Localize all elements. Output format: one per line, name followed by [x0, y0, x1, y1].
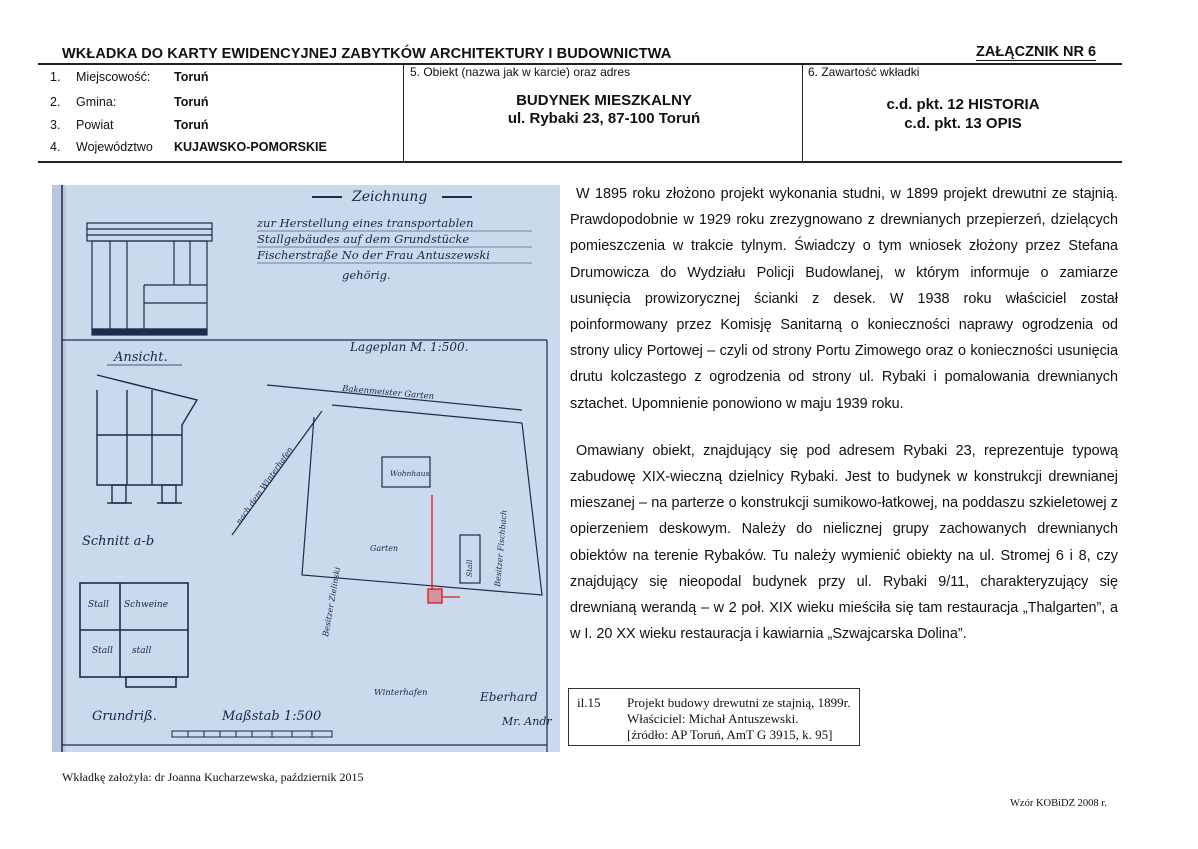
- signature-second-line: Mr. Andr: [502, 715, 552, 728]
- stall-label: Stall: [465, 559, 474, 577]
- drawing-title-line2: zur Herstellung eines transportablen: [257, 216, 474, 230]
- contents-heading: 6. Zawartość wkładki: [808, 65, 920, 79]
- site-plan-label: Lageplan M. 1:500.: [350, 340, 469, 354]
- room-label-2: Schweine: [124, 600, 169, 610]
- drawing-title-line4: Fischerstraße No der Frau Antuszewski: [257, 248, 490, 262]
- footer-author: Wkładkę założyła: dr Joanna Kucharzewska, październik 2015: [62, 770, 364, 784]
- field-locality: 1. Miejscowość: Toruń: [50, 70, 209, 84]
- neighbor-left-label: Besitzer Zielinski: [321, 566, 343, 638]
- figure-caption: [568, 688, 860, 746]
- object-name: BUDYNEK MIESZKALNY: [516, 92, 692, 109]
- paragraph-description: Omawiany obiekt, znajdujący się pod adresem Rybaki 23, reprezentuje typową zabudowę XIX-wieczną dzielnicy Rybaki. Jest to budynek w konstrukcji drewnianej mieszanej – na parterze o konstrukcji sumikowo-łatkowej, na poddaszu szkieletowej z opierzeniem deskowym. Należy do nielicznej grupy zachowanych drewnianych obiektów na terenie Rybaków. Tu należy wymienić obiekty na ul. Stromej 6 i 8, czy znajdujący się nieopodal budynek przy ul. Rybaki 9/11, charakteryzujący się drewnianą werandą – w 2 poł. XIX wieku mieściła się tam restauracja „Thalgarten”, a w I. 20 XX wieku restauracja i kawiarnia „Szwajcarska Dolina”.: [570, 442, 1118, 643]
- caption-id: il.15: [577, 695, 601, 710]
- object-address: ul. Rybaki 23, 87-100 Toruń: [507, 110, 701, 127]
- field-district: 3. Powiat Toruń: [50, 118, 209, 132]
- street-top-label: Bakenmeister Garten: [341, 384, 435, 403]
- drawing-title: Zeichnung: [352, 189, 428, 205]
- room-label-1: Stall: [88, 600, 109, 610]
- street-bottom-label: Winterhafen: [374, 688, 428, 698]
- section-label: Schnitt a-b: [82, 534, 155, 549]
- room-label-3: Stall: [92, 646, 113, 656]
- object-heading: 5. Obiekt (nazwa jak w karcie) oraz adres: [410, 65, 631, 79]
- field-locality-value: Toruń: [174, 70, 209, 84]
- historic-drawing-svg: [52, 185, 560, 752]
- drawing-title-line5: gehörig.: [342, 268, 391, 282]
- field-voivodeship-value: KUJAWSKO-POMORSKIE: [174, 140, 327, 154]
- header-bottom-rule: [38, 161, 1122, 163]
- caption-line-2: Właściciel: Michał Antuszewski.: [627, 711, 799, 726]
- street-left-label: nach dem Winterhafen: [234, 445, 295, 527]
- drawing-title-line3: Stallgebäudes auf dem Grundstücke: [257, 232, 470, 246]
- caption-line-1: Projekt budowy drewutni ze stajnią, 1899r.: [627, 695, 851, 710]
- field-commune: 2. Gmina: Toruń: [50, 95, 209, 109]
- house-label: Wohnhaus: [390, 469, 430, 478]
- contents-block: [804, 95, 1122, 133]
- field-voivodeship: 4. Województwo KUJAWSKO-POMORSKIE: [50, 140, 327, 154]
- page-header-title: WKŁADKA DO KARTY EWIDENCYJNEJ ZABYTKÓW ARCHITEKTURY I BUDOWNICTWA: [62, 46, 672, 62]
- field-district-value: Toruń: [174, 118, 209, 132]
- annex-text: ZAŁĄCZNIK NR 6: [976, 44, 1097, 60]
- header-divider-2: [802, 63, 803, 161]
- field-commune-value: Toruń: [174, 95, 209, 109]
- header-divider-1: [403, 63, 404, 161]
- historic-drawing-image: [52, 185, 560, 752]
- object-block: [406, 92, 802, 128]
- room-label-4: stall: [132, 646, 152, 656]
- footer-template: Wzór KOBiDZ 2008 r.: [1010, 798, 1107, 809]
- neighbor-right-label: Besitzer Fischbach: [493, 509, 509, 588]
- signature: Eberhard: [480, 690, 538, 704]
- garden-label: Garten: [370, 544, 399, 553]
- caption-line-3: [źródło: AP Toruń, AmT G 3915, k. 95]: [627, 727, 833, 742]
- scale-label: Maßstab 1:500: [222, 709, 322, 724]
- annex-label: [976, 44, 1096, 60]
- history-text: [570, 181, 1118, 668]
- contents-line-2: c.d. pkt. 13 OPIS: [904, 115, 1022, 132]
- paragraph-history: W 1895 roku złożono projekt wykonania studni, w 1899 projekt drewutni ze stajnią. Prawdopodobnie w 1929 roku zrezygnowano z drewnianych przepierzeń, dzielących pomieszczenia w trakcie tylnym. Świadczy o tym wniosek złożony przez Stefana Drumowicza do Wydziału Policji Budowlanej, w którym informuje o zamiarze usunięcia prowizorycznej ścianki z desek. W 1938 roku właściciel został poinformowany przez Komisję Sanitarną o konieczności naprawy ogrodzenia od strony ulicy Portowej – czyli od strony Portu Zimowego oraz o konieczności usunięcia drutu kolczastego z ogrodzenia od strony ul. Rybaki i pomalowania drewnianych sztachet. Upomnienie ponowiono w maju 1939 roku.: [570, 186, 1118, 412]
- caption-lines: [627, 695, 851, 743]
- contents-line-1: c.d. pkt. 12 HISTORIA: [886, 96, 1040, 113]
- elevation-label: Ansicht.: [114, 350, 168, 365]
- plan-label: Grundriß.: [92, 709, 157, 724]
